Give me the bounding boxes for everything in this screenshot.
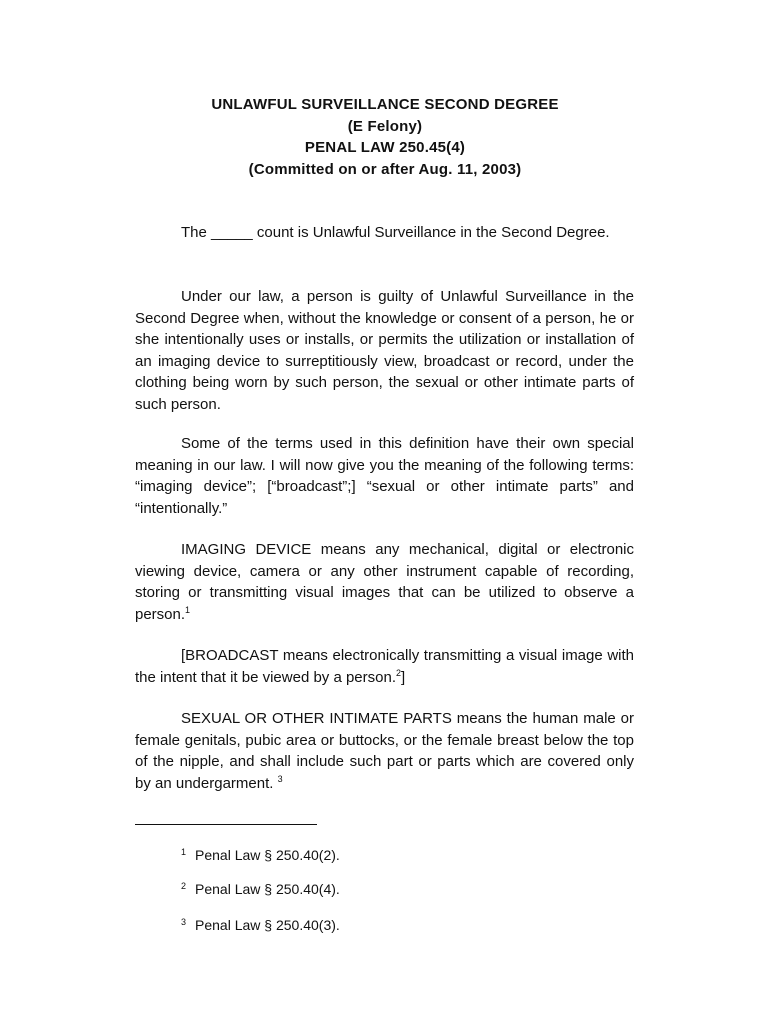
footnote-text: Penal Law § 250.40(4). (195, 881, 340, 897)
footnote-2 (181, 877, 340, 898)
closing-bracket: ] (401, 668, 406, 686)
footnote-mark: 2 (181, 881, 187, 891)
paragraph-terms-intro (135, 433, 634, 519)
paragraph-count-intro (135, 222, 634, 244)
paragraph-text: Under our law, a person is guilty of Unlawful Surveillance in the Second Degree when, without the knowledge or consent of a person, he or she intentionally uses or installs, or permits the utilization or installation of an imaging device to surreptitiously view, broadcast or record, under the clothing being worn by such person, the sexual or other intimate parts of such person. (135, 288, 634, 413)
paragraph-broadcast (135, 645, 634, 688)
heading-statute: PENAL LAW 250.45(4) (304, 139, 466, 156)
document-heading (135, 94, 635, 180)
footnote-mark: 3 (181, 917, 187, 927)
heading-classification: (E Felony) (347, 117, 423, 135)
paragraph-definition (135, 286, 634, 415)
footnote-divider (135, 824, 317, 825)
paragraph-intimate-parts (135, 708, 634, 794)
paragraph-text: [BROADCAST means electronically transmitting a visual image with the intent that it be viewed by a person. (135, 647, 634, 686)
footnote-3 (181, 913, 340, 934)
paragraph-text: The _____ count is Unlawful Surveillance in the Second Degree. (181, 224, 610, 241)
footnote-text: Penal Law § 250.40(2). (195, 847, 340, 863)
footnote-reference: 2 (396, 667, 402, 678)
heading-title: UNLAWFUL SURVEILLANCE SECOND DEGREE (211, 96, 559, 113)
footnote-reference: 1 (185, 604, 191, 615)
paragraph-text: IMAGING DEVICE means any mechanical, digital or electronic viewing device, camera or any other instrument capable of recording, storing or transmitting visual images that can be utilized to observe a person. (135, 541, 634, 623)
paragraph-imaging-device (135, 539, 634, 625)
footnote-reference: 3 (277, 773, 283, 784)
paragraph-text: SEXUAL OR OTHER INTIMATE PARTS means the human male or female genitals, pubic area or buttocks, or the female breast below the top of the nipple, and shall include such part or parts which are covered only by an undergarment. (135, 710, 634, 792)
heading-effective-date: (Committed on or after Aug. 11, 2003) (248, 160, 522, 178)
footnote-1 (181, 843, 340, 864)
footnote-mark: 1 (181, 847, 187, 857)
paragraph-text: Some of the terms used in this definition have their own special meaning in our law. I will now give you the meaning of the following terms: “imaging device”; [“broadcast”;] “sexual or other intimate parts” and “intentionally.” (135, 435, 634, 517)
footnote-text: Penal Law § 250.40(3). (195, 917, 340, 933)
